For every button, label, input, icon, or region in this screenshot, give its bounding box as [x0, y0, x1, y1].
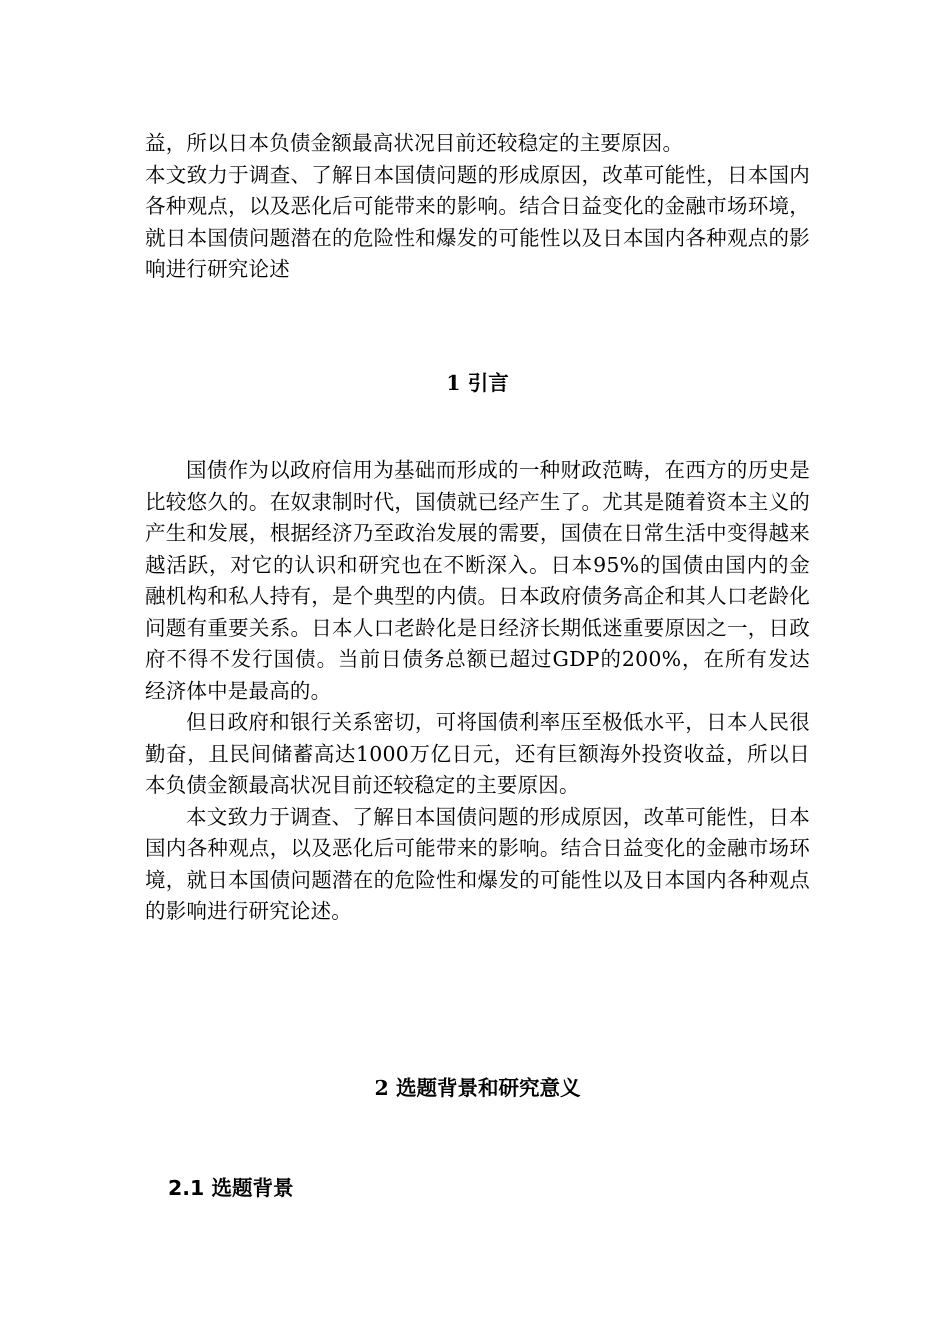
- subsection-2-1-heading: 2.1 选题背景: [168, 1176, 294, 1200]
- section-1-paragraph-3: 本文致力于调查、了解日本国债问题的形成原因，改革可能性，日本国内各种观点，以及恶化后可能带来的影响。结合日益变化的金融市场环境，就日本国债问题潜在的危险性和爆发的可能性以及日本国内各种观点的影响进行研究论述。: [145, 804, 810, 923]
- top-text-block: [145, 128, 810, 286]
- section-1-body: [145, 455, 810, 928]
- section-1-paragraph-2: 但日政府和银行关系密切，可将国债利率压至极低水平，日本人民很勤奋，且民间储蓄高达1000万亿日元，还有巨额海外投资收益，所以日本负债金额最高状况目前还较稳定的主要原因。: [145, 710, 810, 797]
- top-paragraph-purpose: 本文致力于调查、了解日本国债问题的形成原因，改革可能性，日本国内各种观点，以及恶化后可能带来的影响。结合日益变化的金融市场环境，就日本国债问题潜在的危险性和爆发的可能性以及日本国内各种观点的影响进行研究论述: [145, 162, 810, 281]
- section-1-paragraph-1: 国债作为以政府信用为基础而形成的一种财政范畴，在西方的历史是比较悠久的。在奴隶制时代，国债就已经产生了。尤其是随着资本主义的产生和发展，根据经济乃至政治发展的需要，国债在日常生活中变得越来越活跃，对它的认识和研究也在不断深入。日本95%的国债由国内的金融机构和私人持有，是个典型的内债。日本政府债务高企和其人口老龄化问题有重要关系。日本人口老龄化是日经济长期低迷重要原因之一，日政府不得不发行国债。当前日债务总额已超过GDP的200%，在所有发达经济体中是最高的。: [145, 458, 810, 703]
- section-2-heading: 2 选题背景和研究意义: [374, 1076, 581, 1100]
- top-paragraph-continuation: 益，所以日本负债金额最高状况目前还较稳定的主要原因。: [145, 131, 684, 155]
- section-1-heading: 1 引言: [446, 371, 509, 395]
